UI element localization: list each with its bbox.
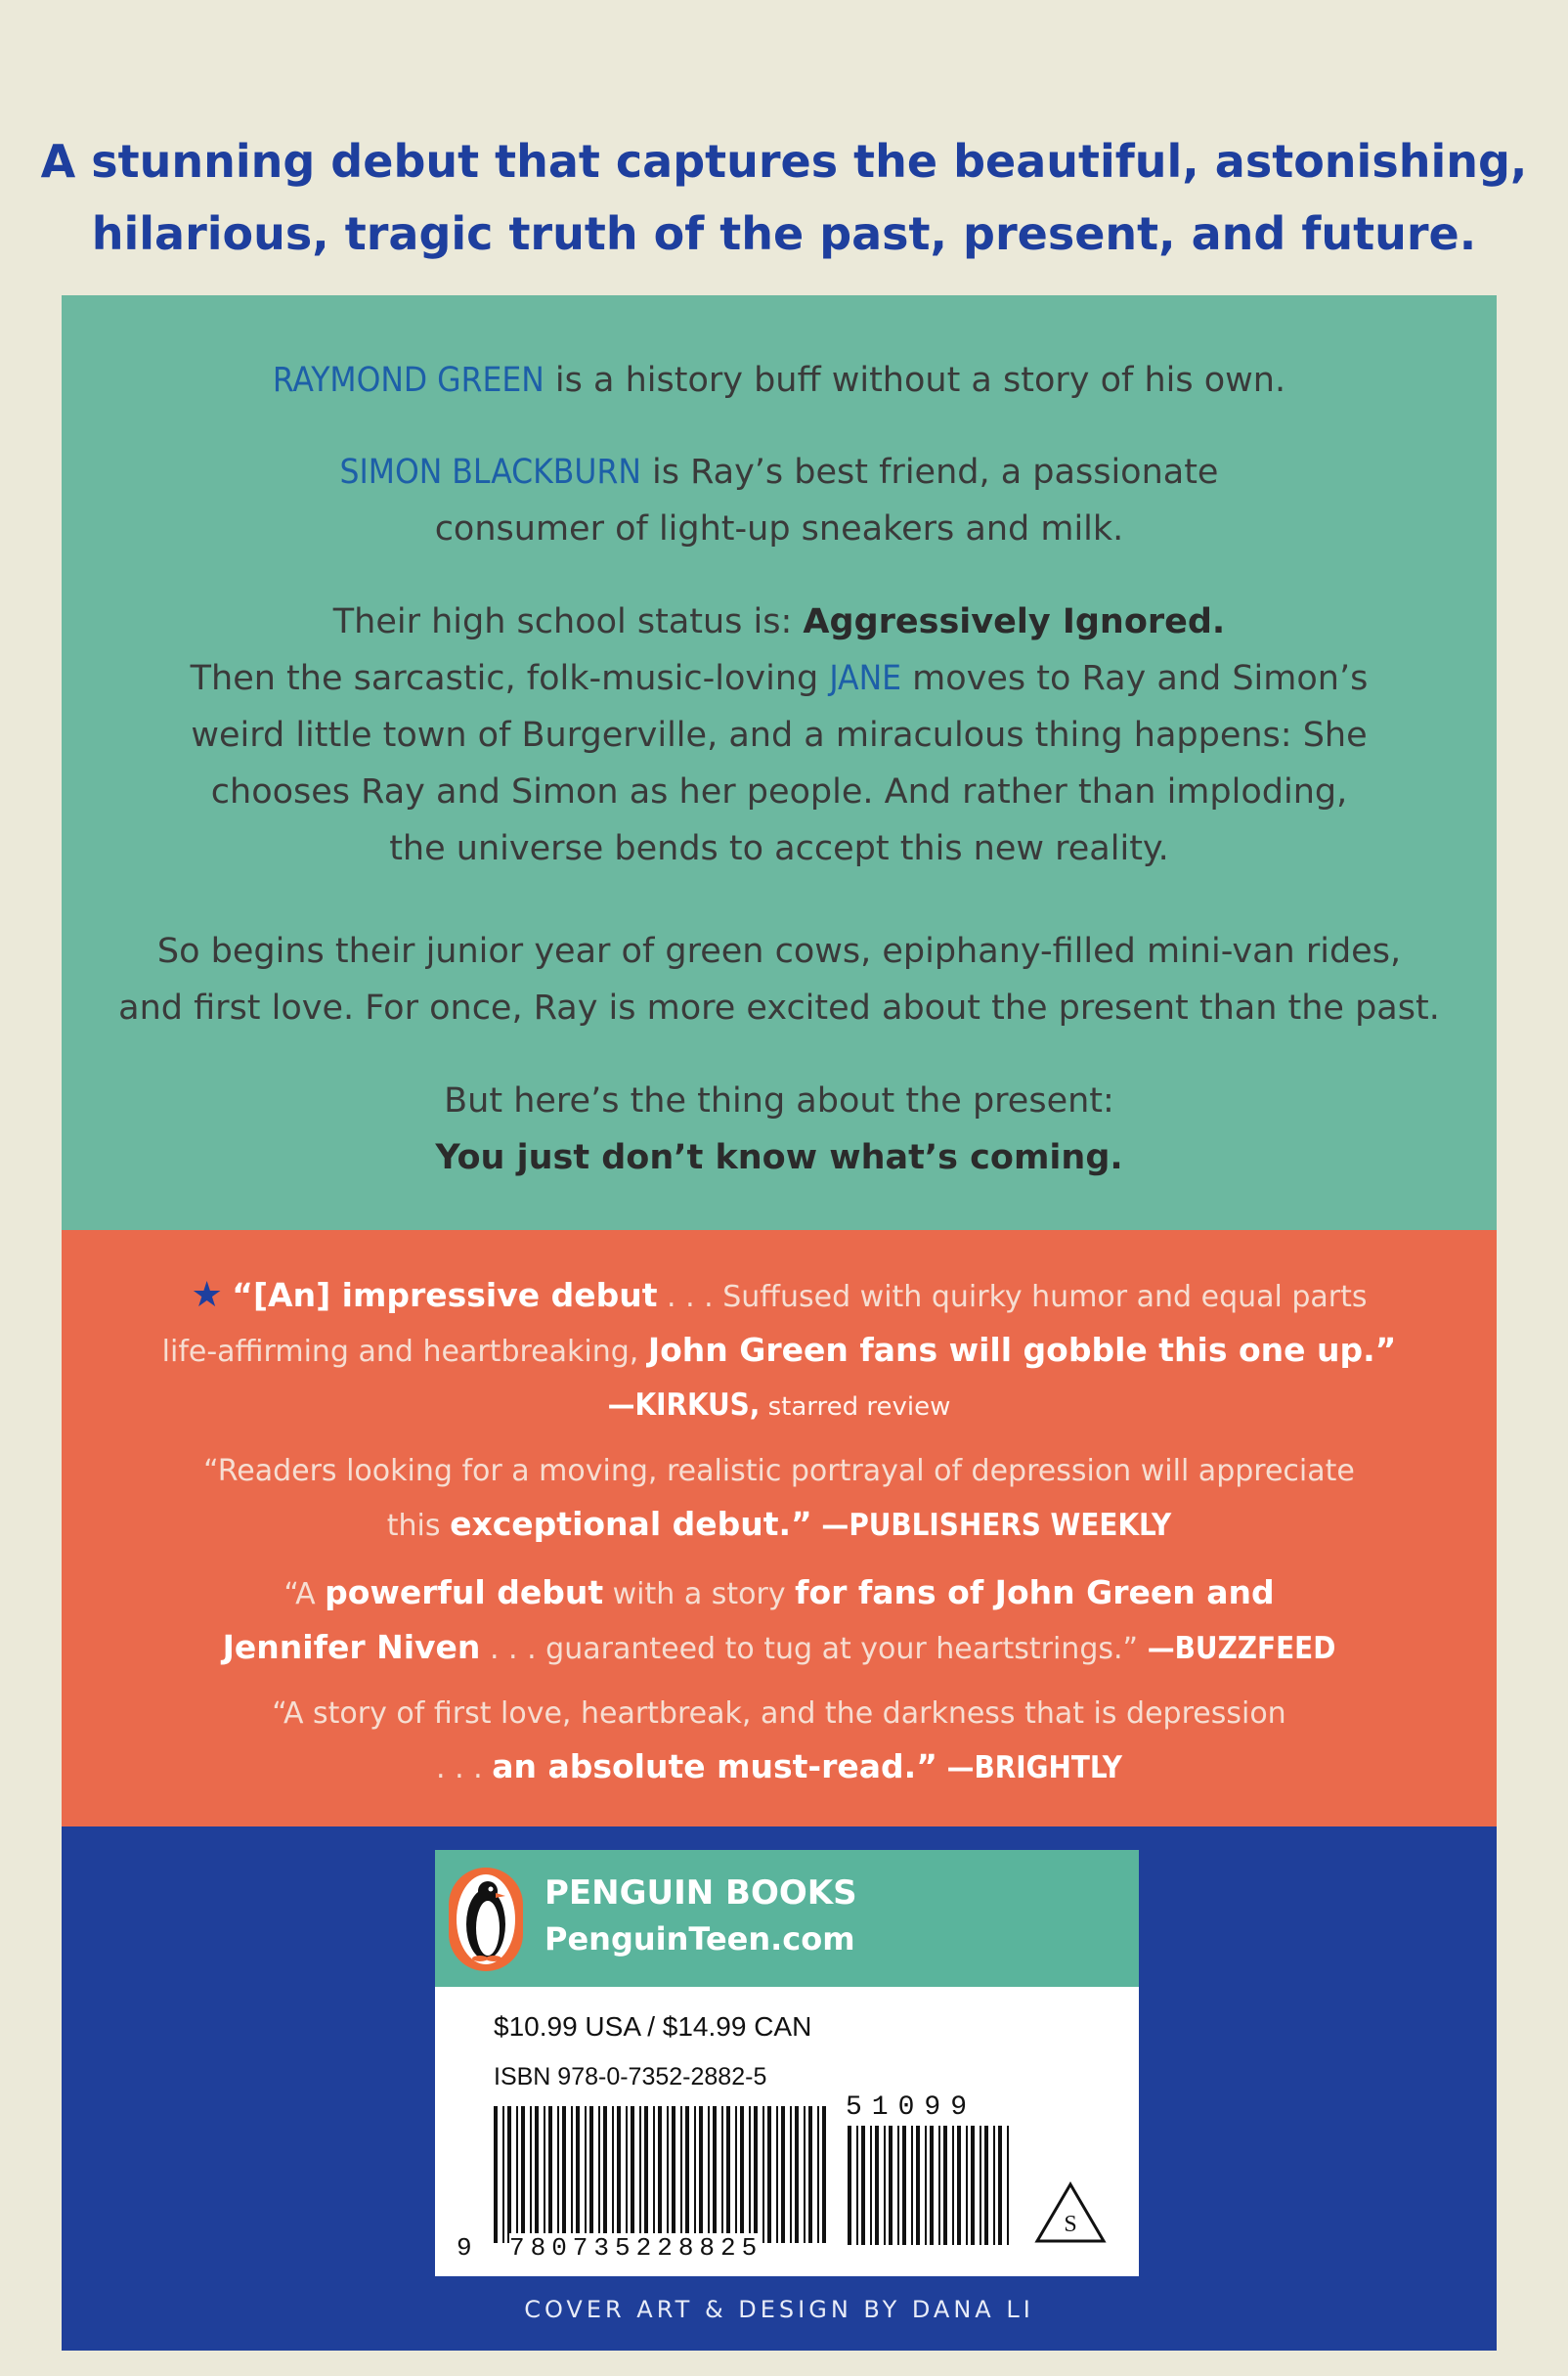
barcode-bar (535, 2106, 539, 2243)
review-emphasis: John Green fans will gobble this one up.” (647, 1331, 1397, 1369)
barcode-bar (795, 2106, 799, 2243)
barcode-bar (767, 2106, 771, 2243)
barcode-bar (889, 2126, 893, 2245)
seal-letter: S (1064, 2212, 1077, 2237)
barcode-bar (530, 2106, 532, 2243)
barcode-bar (848, 2126, 851, 2245)
synopsis-text: and first love. For once, Ray is more excited about the present than the past. (118, 989, 1440, 1028)
synopsis-paragraph (62, 444, 1497, 557)
barcode-bar (930, 2126, 934, 2245)
review-source: —BUZZFEED (1138, 1631, 1336, 1666)
barcode-bar (943, 2126, 947, 2245)
review-source: —PUBLISHERS WEEKLY (811, 1508, 1172, 1543)
review-text: “A (283, 1577, 326, 1611)
barcode-bar (984, 2126, 988, 2245)
barcode-bar (740, 2106, 744, 2243)
barcode-bar (762, 2106, 764, 2243)
barcode-bar (644, 2106, 648, 2243)
publisher-name: PENGUIN BOOKS (544, 1873, 857, 1913)
barcode-digits: 780735228825 (509, 2233, 763, 2263)
barcode-bar (713, 2106, 717, 2243)
cover-credit: COVER ART & DESIGN BY DANA LI (524, 2296, 1034, 2323)
barcode-bar (790, 2106, 792, 2243)
review-emphasis: Jennifer Niven (222, 1628, 481, 1666)
barcode-bar (971, 2126, 975, 2245)
barcode-bar (1007, 2126, 1009, 2245)
status-emphasis: Aggressively Ignored. (803, 602, 1226, 641)
tagline (0, 125, 1568, 270)
barcode-bar (658, 2106, 662, 2243)
barcode-bar (902, 2126, 906, 2245)
synopsis-text: is Ray’s best friend, a passionate (640, 453, 1219, 492)
barcode-bar (980, 2126, 981, 2245)
barcode-bar (494, 2106, 498, 2243)
barcode-bar (557, 2106, 559, 2243)
publisher-panel (62, 1826, 1497, 2351)
barcode-first-digit: 9 (457, 2233, 478, 2263)
barcode-bar (870, 2126, 872, 2245)
barcode-bar (544, 2106, 545, 2243)
barcode-bar (603, 2106, 607, 2243)
barcode-bar (521, 2106, 525, 2243)
barcode-bar (808, 2106, 812, 2243)
closing-line: You just don’t know what’s coming. (435, 1138, 1123, 1177)
review-text: “A story of first love, heartbreak, and the darkness that is depression (272, 1696, 1286, 1731)
review-buzzfeed (62, 1566, 1497, 1676)
barcode-bar (998, 2126, 1002, 2245)
synopsis-paragraph (62, 923, 1497, 1036)
tagline-line: hilarious, tragic truth of the past, present, and future. (91, 207, 1477, 260)
synopsis-text: is a history buff without a story of his own. (544, 361, 1286, 400)
star-icon: ★ (191, 1275, 223, 1315)
synopsis-paragraph (62, 352, 1497, 409)
barcode-bar (925, 2126, 927, 2245)
barcode-bar (598, 2106, 600, 2243)
barcode-bar (776, 2106, 778, 2243)
barcode-bar (993, 2126, 995, 2245)
review-text: . . . (436, 1751, 493, 1785)
barcode-bar (884, 2126, 886, 2245)
price-addon-digits: 51099 (846, 2092, 978, 2123)
barcode-bar (612, 2106, 614, 2243)
synopsis-text: the universe bends to accept this new reality. (389, 829, 1169, 868)
review-source: —KIRKUS, (607, 1387, 761, 1423)
review-source-note: starred review (760, 1392, 951, 1422)
review-emphasis: for fans of John Green and (795, 1573, 1275, 1611)
review-emphasis: an absolute must-read.” (492, 1747, 937, 1785)
review-text: this (386, 1509, 451, 1543)
character-name: RAYMOND GREEN (272, 361, 544, 400)
barcode-bar (653, 2106, 655, 2243)
synopsis-text: Their high school status is: (332, 602, 804, 641)
barcode-bar (804, 2106, 806, 2243)
synopsis-text: moves to Ray and Simon’s (901, 659, 1369, 698)
barcode-bar (585, 2106, 587, 2243)
review-text: “Readers looking for a moving, realistic portrayal of depression will appreciate (203, 1454, 1355, 1488)
tagline-line: A stunning debut that captures the beautiful, astonishing, (40, 135, 1528, 188)
reviews-panel (62, 1230, 1497, 1826)
barcode-bar (911, 2126, 913, 2245)
review-emphasis: powerful debut (325, 1573, 604, 1611)
barcode-bar (938, 2126, 940, 2245)
review-brightly (62, 1688, 1497, 1795)
synopsis-text: chooses Ray and Simon as her people. And rather than imploding, (210, 772, 1348, 812)
review-text: life-affirming and heartbreaking, (161, 1335, 648, 1369)
barcode-bar (754, 2106, 758, 2243)
character-name: JANE (829, 659, 902, 698)
barcode-bar (502, 2106, 504, 2243)
barcode-bar (966, 2126, 968, 2245)
synopsis-text: Then the sarcastic, folk-music-loving (190, 659, 830, 698)
barcode-bar (957, 2126, 961, 2245)
review-emphasis: “[An] impressive debut (232, 1276, 658, 1314)
publisher-header (435, 1850, 1139, 1987)
barcode-bar (626, 2106, 628, 2243)
barcode-bar (617, 2106, 621, 2243)
barcode-bar (639, 2106, 641, 2243)
barcode-bar (631, 2106, 634, 2243)
barcode-bar (685, 2106, 689, 2243)
synopsis-text: But here’s the thing about the present: (444, 1081, 1114, 1121)
barcode-bar (952, 2126, 954, 2245)
price-barcode (846, 2126, 1012, 2245)
barcode-bar (721, 2106, 723, 2243)
barcode-bar (875, 2126, 879, 2245)
review-emphasis: exceptional debut.” (450, 1505, 812, 1543)
barcode-bar (516, 2106, 518, 2243)
publisher-website: PenguinTeen.com (544, 1920, 855, 1958)
character-name: SIMON BLACKBURN (339, 453, 641, 492)
barcode-bar (589, 2106, 593, 2243)
penguin-logo-icon (449, 1868, 523, 1971)
barcode-bar (749, 2106, 751, 2243)
price-label: $10.99 USA / $14.99 CAN (494, 2011, 812, 2042)
isbn-barcode (492, 2106, 834, 2243)
isbn-label: ISBN 978-0-7352-2882-5 (494, 2063, 767, 2090)
barcode-bar (667, 2106, 669, 2243)
review-text: . . . Suffused with quirky humor and equal parts (657, 1280, 1368, 1314)
barcode-bar (861, 2126, 865, 2245)
barcode-bar (708, 2106, 710, 2243)
barcode-bar (694, 2106, 696, 2243)
review-text: with a story (603, 1577, 796, 1611)
barcode-bar (680, 2106, 682, 2243)
price-barcode-card (435, 1850, 1139, 2276)
synopsis-text: So begins their junior year of green cows, epiphany-filled mini-van rides, (156, 932, 1402, 971)
barcode-bar (562, 2106, 566, 2243)
synopsis-paragraph (62, 594, 1497, 877)
barcode-bar (571, 2106, 573, 2243)
barcode-bar (781, 2106, 785, 2243)
barcode-bar (822, 2106, 826, 2243)
review-kirkus (62, 1269, 1497, 1433)
barcode-bar (735, 2106, 737, 2243)
barcode-bar (672, 2106, 675, 2243)
synopsis-text: consumer of light-up sneakers and milk. (434, 509, 1124, 549)
barcode-bar (548, 2106, 552, 2243)
synopsis-text: weird little town of Burgerville, and a miraculous thing happens: She (191, 716, 1368, 755)
synopsis-paragraph (62, 1073, 1497, 1186)
barcode-bar (726, 2106, 730, 2243)
review-text: . . . guaranteed to tug at your heartstrings.” (480, 1632, 1139, 1666)
recycling-seal-icon (1033, 2180, 1108, 2245)
synopsis-panel (62, 295, 1497, 1230)
barcode-bar (897, 2126, 899, 2245)
review-source: —BRIGHTLY (936, 1750, 1122, 1785)
barcode-bar (507, 2106, 511, 2243)
barcode-bar (916, 2126, 920, 2245)
barcode-bar (856, 2126, 858, 2245)
barcode-bar (576, 2106, 580, 2243)
barcode-bar (699, 2106, 703, 2243)
review-publishers-weekly (62, 1445, 1497, 1553)
barcode-bar (817, 2106, 819, 2243)
